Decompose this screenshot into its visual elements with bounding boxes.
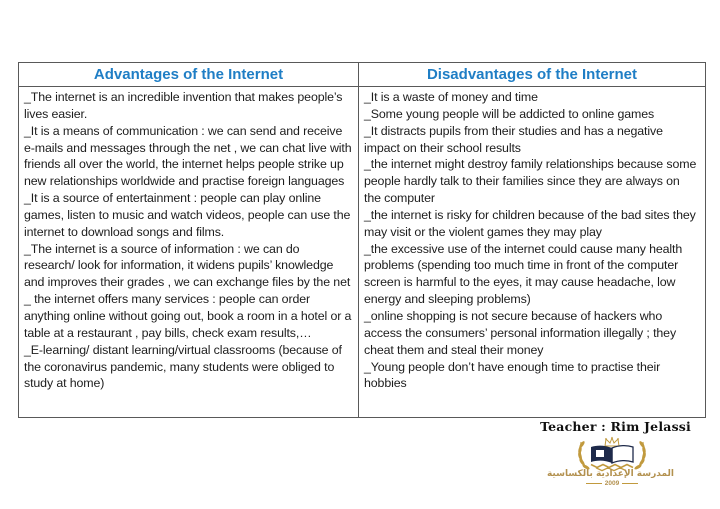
open-book-icon xyxy=(591,446,633,463)
disadvantages-cell xyxy=(359,87,706,418)
disadvantage-item: _Young people don’t have enough time to practise their hobbies xyxy=(364,359,661,391)
school-logo xyxy=(546,436,674,487)
disadvantage-item: _the excessive use of the internet could cause many health problems (spending too much time in front of the computer screen is harmful to the eyes, it may cause headache, low energy and sleeping problems) xyxy=(364,241,683,307)
advantages-header: Advantages of the Internet xyxy=(19,63,359,87)
table-body-row xyxy=(19,87,706,418)
school-year: 2009 xyxy=(550,480,674,487)
internet-pros-cons-table xyxy=(18,62,706,418)
advantage-item: _The internet is an incredible invention that makes people’s lives easier. xyxy=(24,90,343,121)
advantage-item: _E-learning/ distant learning/virtual classrooms (because of the coronavirus pandemic, many students were obliged to study at home) xyxy=(24,342,342,391)
disadvantage-item: _It distracts pupils from their studies and has a negative impact on their school results xyxy=(364,123,663,155)
advantage-item: _It is a source of entertainment : people can play online games, listen to music and watch videos, people can use the internet to download songs and films. xyxy=(24,191,351,239)
advantage-item: _It is a means of communication : we can send and receive e-mails and messages through the net , we can chat live with friends all over the world, the internet helps people strike up new relationships worldwide and practise foreign languages xyxy=(24,123,352,189)
disadvantages-header: Disadvantages of the Internet xyxy=(359,63,706,87)
disadvantage-item: _the internet might destroy family relationships because some people hardly talk to their families since they are always on the computer xyxy=(364,157,697,206)
school-name-arabic: المدرسة الإعدادية بالكساسية xyxy=(546,469,674,479)
disadvantage-item: _the internet is risky for children because of the bad sites they may visit or the violent games they may play xyxy=(364,207,696,239)
disadvantage-item: _online shopping is not secure because of hackers who access the consumers’ personal information illegally ; they cheat them and steal their money xyxy=(364,308,677,357)
crown-icon xyxy=(605,437,619,446)
school-crest-icon xyxy=(550,436,674,472)
table-header-row xyxy=(19,63,706,87)
advantage-item: _ the internet offers many services : people can order anything online without going out, book a room in a hotel or a table at a restaurant , pay bills, check exam results,… xyxy=(24,292,352,340)
teacher-signature: Teacher : Rim Jelassi xyxy=(540,419,691,434)
disadvantage-item: _It is a waste of money and time xyxy=(364,90,538,104)
advantage-item: _The internet is a source of information : we can do research/ look for information, it widens pupils’ knowledge and improves their grades , we can exchange files by the net xyxy=(24,241,351,290)
disadvantage-item: _Some young people will be addicted to online games xyxy=(364,106,655,121)
advantages-cell xyxy=(19,87,359,418)
